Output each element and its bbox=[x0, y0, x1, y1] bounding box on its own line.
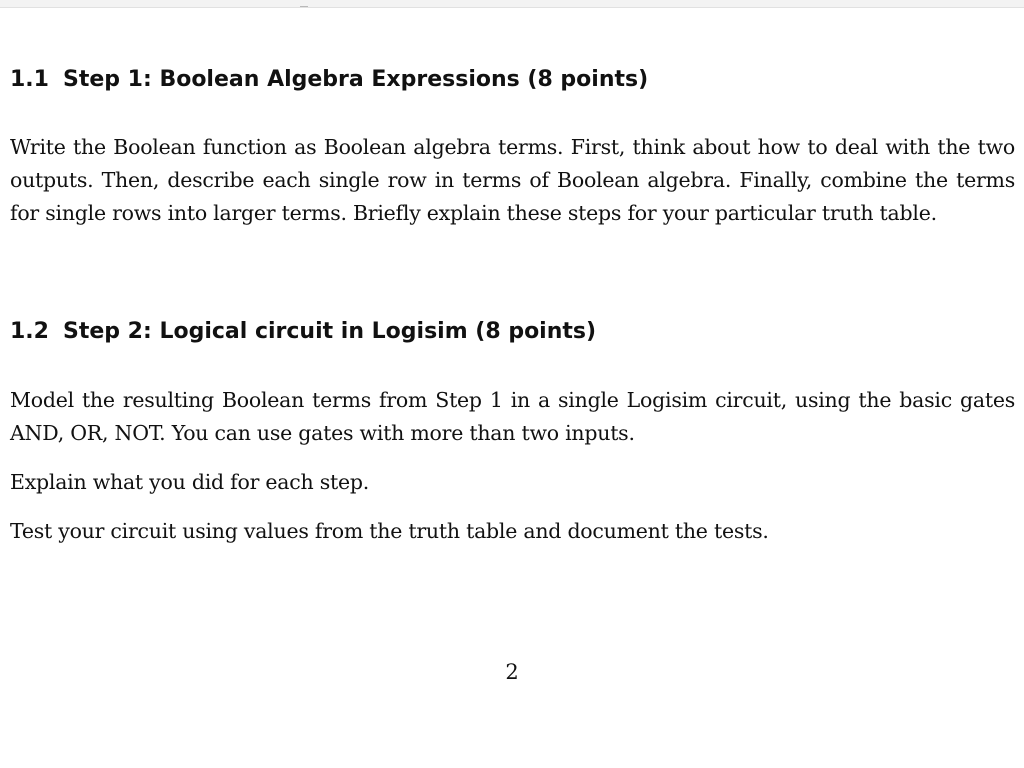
section-number: 1.1 bbox=[10, 67, 49, 92]
page-number: 2 bbox=[505, 660, 519, 684]
section-1-2-heading bbox=[10, 318, 596, 346]
section-title: Step 1: Boolean Algebra Expressions (8 points) bbox=[62, 67, 649, 92]
section-1-2-paragraph-1: Model the resulting Boolean terms from Step 1 in a single Logisim circuit, using the basic gates AND, OR, NOT. You can use gates with more than two inputs. bbox=[10, 388, 1015, 445]
section-title: Step 2: Logical circuit in Logisim (8 points) bbox=[62, 319, 597, 344]
viewer-top-edge bbox=[0, 0, 1024, 8]
section-1-2-paragraph-2: Explain what you did for each step. bbox=[10, 470, 369, 494]
section-1-1-paragraph: Write the Boolean function as Boolean algebra terms. First, think about how to deal with the two outputs. Then, describe each single row in terms of Boolean algebra. Finally, combine the terms for single rows into larger terms. Briefly explain these steps for your particular truth table. bbox=[10, 135, 1015, 225]
viewer-top-edge-mark bbox=[300, 6, 308, 7]
section-1-2-paragraph-3: Test your circuit using values from the truth table and document the tests. bbox=[10, 519, 769, 543]
section-1-1-heading bbox=[10, 66, 648, 94]
section-number: 1.2 bbox=[10, 319, 49, 344]
